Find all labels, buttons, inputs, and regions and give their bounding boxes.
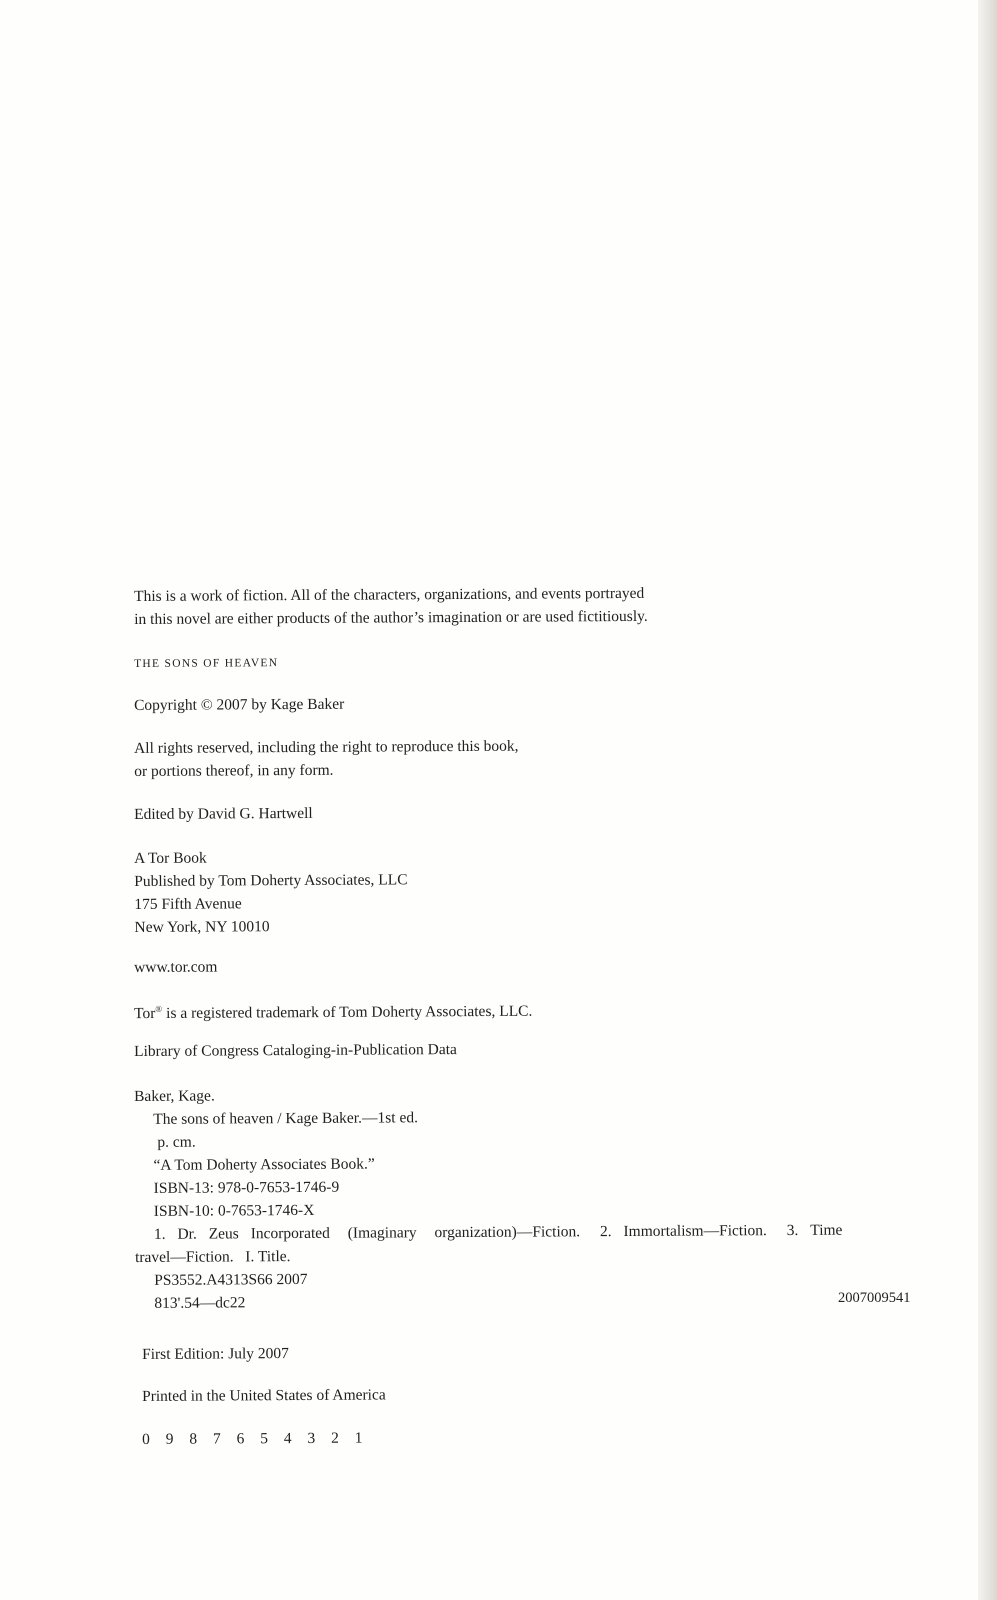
cip-title: The sons of heaven / Kage Baker.—1st ed. — [153, 1109, 418, 1128]
cip-subjects-line-2: travel—Fiction. I. Title. — [135, 1248, 291, 1266]
subject-word: (Imaginary — [347, 1224, 417, 1242]
edition-block — [134, 1338, 934, 1366]
publisher-street: 175 Fifth Avenue — [134, 895, 242, 913]
registered-mark: ® — [155, 1003, 163, 1014]
book-title-block — [134, 648, 934, 676]
subject-word: 2. — [599, 1223, 612, 1241]
rights-line-1: All rights reserved, including the right to reproduce this book, — [134, 737, 519, 757]
trademark-brand: Tor — [134, 1005, 156, 1023]
disclaimer-line-1: This is a work of fiction. All of the characters, organizations, and events portrayed — [134, 584, 645, 605]
cip-lc-class: PS3552.A4313S66 2007 — [154, 1270, 308, 1289]
subject-word: Time — [810, 1221, 843, 1239]
editor-block — [134, 798, 934, 826]
subject-word: Immortalism—Fiction. — [623, 1222, 767, 1241]
publisher-city: New York, NY 10010 — [134, 918, 270, 936]
editor-credit: Edited by David G. Hartwell — [134, 804, 313, 823]
fiction-disclaimer — [134, 580, 934, 631]
publisher-block — [134, 842, 935, 939]
rights-line-2: or portions thereof, in any form. — [134, 761, 334, 780]
page-edge-shadow — [978, 0, 997, 1600]
cip-heading: Library of Congress Cataloging-in-Publication Data — [134, 1041, 457, 1060]
trademark-block — [134, 993, 934, 1025]
cip-dewey: 813'.54—dc22 — [154, 1294, 246, 1312]
printed-location: Printed in the United States of America — [142, 1386, 386, 1405]
cip-subjects-line-1 — [135, 1218, 934, 1246]
book-title: THE SONS OF HEAVEN — [134, 657, 279, 670]
website-block — [134, 951, 934, 979]
cip-lccn: 2007009541 — [838, 1290, 911, 1306]
cip-isbn13: ISBN-13: 978-0-7653-1746-9 — [153, 1178, 340, 1197]
cip-author: Baker, Kage. — [134, 1087, 215, 1105]
copyright-block — [134, 689, 934, 717]
publisher-website: www.tor.com — [134, 958, 218, 976]
cip-pages: p. cm. — [157, 1133, 196, 1151]
subject-word: Incorporated — [250, 1224, 330, 1243]
cip-note: “A Tom Doherty Associates Book.” — [153, 1155, 375, 1174]
copyright-notice: Copyright © 2007 by Kage Baker — [134, 695, 345, 714]
rights-block — [134, 732, 934, 783]
trademark-notice — [134, 993, 934, 1025]
cip-heading-block — [134, 1035, 934, 1063]
printing-line-block — [134, 1423, 934, 1451]
cip-isbn10: ISBN-10: 0-7653-1746-X — [153, 1201, 315, 1220]
subject-word: 1. — [153, 1225, 166, 1243]
subject-word: 3. — [786, 1221, 799, 1240]
subject-word: Dr. — [177, 1225, 197, 1243]
subject-word: Zeus — [208, 1225, 239, 1243]
cip-record — [134, 1080, 935, 1315]
disclaimer-line-2: in this novel are either products of the author’s imagination or are used fictitiously. — [134, 607, 648, 628]
subject-word: organization)—Fiction. — [434, 1223, 581, 1242]
publisher-name: Published by Tom Doherty Associates, LLC — [134, 871, 408, 890]
publisher-imprint: A Tor Book — [134, 849, 207, 867]
printing-number-line: 0 9 8 7 6 5 4 3 2 1 — [142, 1429, 369, 1448]
edition-date: First Edition: July 2007 — [142, 1345, 289, 1363]
trademark-text: is a registered trademark of Tom Doherty Associates, LLC. — [162, 1002, 533, 1022]
printed-block — [134, 1380, 934, 1408]
